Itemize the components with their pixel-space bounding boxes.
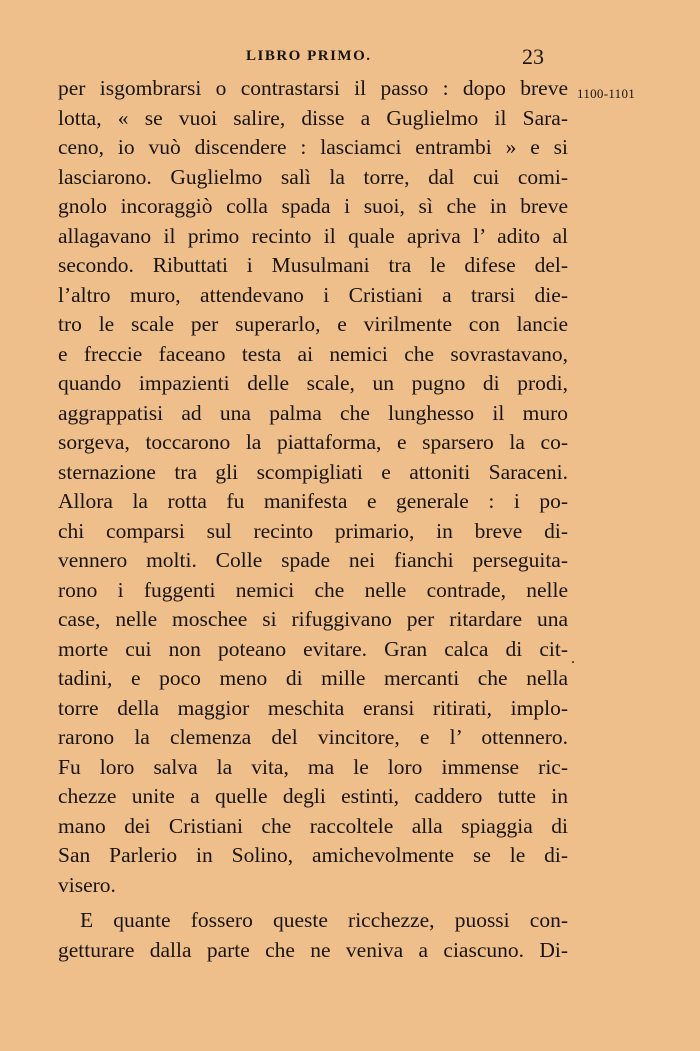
text-line: San Parlerio in Solino, amichevolmente se le di- [58, 843, 568, 867]
running-header [0, 44, 700, 72]
margin-year-note: 1100-1101 [577, 86, 636, 101]
text-line: ceno, io vuò discendere : lasciamci entrambi » e si [58, 135, 568, 159]
page-number: 23 [522, 44, 544, 69]
text-line: Allora la rotta fu manifesta e generale : i po- [58, 489, 568, 513]
text-line: mano dei Cristiani che raccoltele alla spiaggia di [58, 813, 568, 838]
text-line: visero. [58, 872, 116, 897]
text-line: allagavano il primo recinto il quale apriva l’ adito al [58, 223, 568, 248]
text-line: vennero molti. Colle spade nei fianchi perseguita- [58, 548, 568, 572]
paragraph-1 [58, 74, 568, 900]
text-line: l’altro muro, attendevano i Cristiani a trarsi die- [58, 282, 568, 307]
running-title: LIBRO PRIMO. [246, 48, 372, 64]
text-line: rarono la clemenza del vincitore, e l’ ottennero. [58, 725, 568, 749]
text-line: tadini, e poco meno di mille mercanti che nella [58, 666, 568, 690]
text-line: e freccie faceano testa ai nemici che sovrastavano, [58, 341, 568, 366]
paragraph-2 [58, 906, 568, 965]
text-line: chezze unite a quelle degli estinti, caddero tutte in [58, 784, 568, 808]
text-line: morte cui non poteano evitare. Gran calca di cit- [58, 636, 568, 661]
text-line: E quante fossero queste ricchezze, puossi con- [80, 908, 568, 932]
text-line: secondo. Ributtati i Musulmani tra le difese del- [58, 253, 568, 277]
text-line: sternazione tra gli scompigliati e attoniti Saraceni. [58, 459, 568, 484]
text-line: chi comparsi sul recinto primario, in breve di- [58, 518, 568, 543]
text-line: per isgombrarsi o contrastarsi il passo : dopo breve [58, 76, 568, 100]
text-line: tro le scale per superarlo, e virilmente con lancie [58, 312, 568, 336]
text-line: sorgeva, toccarono la piattaforma, e sparsero la co- [58, 430, 568, 454]
text-line: getturare dalla parte che ne veniva a ciascuno. Di- [58, 937, 568, 962]
text-line: quando impazienti delle scale, un pugno di prodi, [58, 371, 568, 395]
text-line: torre della maggior meschita eransi ritirati, implo- [58, 695, 568, 720]
margin-mark: . [571, 650, 575, 667]
text-line: Fu loro salva la vita, ma le loro immense ric- [58, 754, 568, 779]
text-line: lotta, « se vuoi salire, disse a Guglielmo il Sara- [58, 105, 568, 130]
text-line: case, nelle moschee si rifuggivano per ritardare una [58, 607, 568, 631]
body-text [58, 74, 568, 965]
text-line: lasciarono. Guglielmo salì la torre, dal cui comi- [58, 164, 568, 189]
text-line: gnolo incoraggiò colla spada i suoi, sì che in breve [58, 194, 568, 218]
text-line: rono i fuggenti nemici che nelle contrade, nelle [58, 577, 568, 602]
text-line: aggrappatisi ad una palma che lunghesso il muro [58, 400, 568, 425]
